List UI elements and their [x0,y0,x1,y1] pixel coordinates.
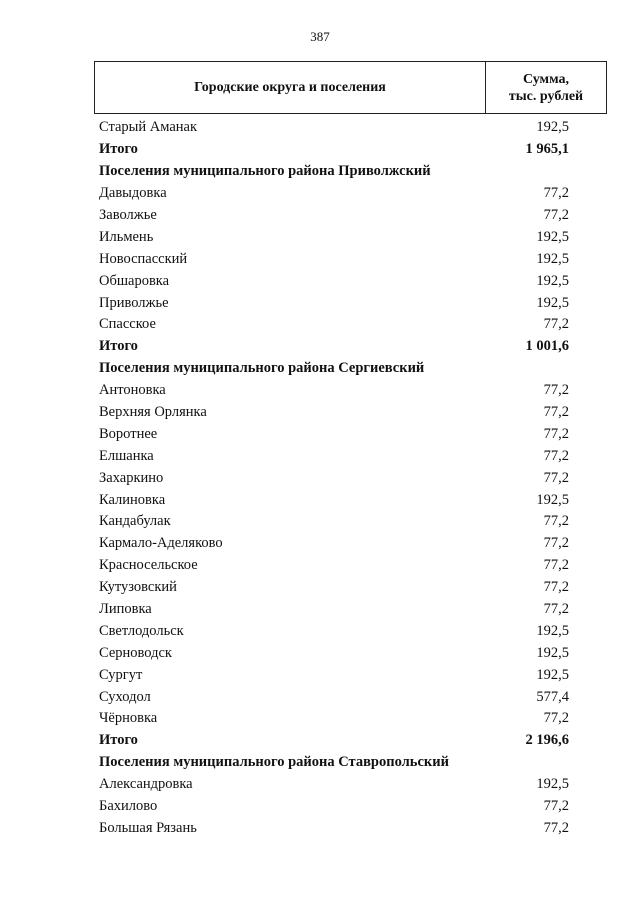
settlement-name: Ильмень [99,228,154,245]
table-row [94,620,607,642]
amount-value: 192,5 [536,119,569,136]
settlement-name: Бахилово [99,798,158,815]
table-row [94,599,607,621]
amount-value: 77,2 [543,447,569,464]
amount-value: 77,2 [543,710,569,727]
table-row [94,533,607,555]
settlement-name: Кутузовский [99,579,177,596]
amount-value: 77,2 [543,557,569,574]
amount-value: 77,2 [543,535,569,552]
settlement-name: Обшаровка [99,272,170,289]
table-row [94,402,607,424]
table-row [94,796,607,818]
table-row [94,686,607,708]
amount-value: 77,2 [543,579,569,596]
settlement-name: Верхняя Орлянка [99,404,207,421]
settlement-name: Серноводск [99,644,172,661]
table-row [94,358,607,380]
settlement-name: Поселения муниципального района Приволжский [99,163,431,180]
settlement-name: Суходол [99,688,151,705]
settlement-name: Заволжье [99,207,157,223]
amount-value: 77,2 [543,185,569,202]
settlement-name: Итого [99,338,138,355]
settlement-name: Чёрновка [99,710,158,727]
amount-value: 577,4 [536,688,569,705]
header-amount-line1: Сумма, [522,71,570,87]
amount-value: 77,2 [543,798,569,815]
table-row [94,752,607,774]
amount-value: 77,2 [543,601,569,618]
settlement-name: Поселения муниципального района Ставропольский [99,754,449,771]
table-row [94,664,607,686]
amount-value: 192,5 [536,491,569,508]
amount-value: 192,5 [536,250,569,267]
amount-value: 77,2 [543,382,569,399]
amount-value: 192,5 [536,294,569,311]
table-row [94,818,607,840]
settlement-name: Калиновка [99,491,166,508]
settlement-name: Сургут [99,666,143,683]
amount-value: 192,5 [536,776,569,793]
settlement-name: Приволжье [99,294,169,311]
amount-value: 77,2 [543,404,569,421]
amount-value: 2 196,6 [525,732,569,749]
settlement-name: Кармало-Аделяково [99,535,223,552]
amount-value: 192,5 [536,228,569,245]
settlement-name: Итого [99,141,138,158]
table-row [94,708,607,730]
table-row [94,248,607,270]
table-row [94,423,607,445]
table-row [94,205,607,227]
settlement-name: Поселения муниципального района Сергиевский [99,360,425,377]
header-amount [485,62,606,113]
settlement-name: Старый Аманак [99,119,198,136]
table-row [94,226,607,248]
settlement-name: Красносельское [99,557,198,574]
settlement-name: Захаркино [99,469,164,486]
table-row [94,117,607,139]
table-row [94,161,607,183]
amount-value: 192,5 [536,272,569,289]
settlement-name: Антоновка [99,382,166,399]
table-row [94,380,607,402]
amount-value: 77,2 [543,513,569,530]
amount-value: 77,2 [543,316,569,333]
table-row [94,183,607,205]
table-row [94,489,607,511]
amount-value: 77,2 [543,469,569,486]
table-row [94,730,607,752]
amount-value: 77,2 [543,207,569,223]
table-row [94,292,607,314]
amount-value: 1 965,1 [525,141,569,158]
table-row [94,642,607,664]
table-row [94,270,607,292]
settlement-name: Елшанка [99,447,154,464]
header-settlements: Городские округа и поселения [194,79,386,95]
amount-value: 192,5 [536,622,569,639]
settlement-name: Воротнее [99,425,158,442]
amount-value: 77,2 [543,425,569,442]
header-amount-line2: тыс. рублей [508,88,584,104]
table-row [94,445,607,467]
amount-value: 1 001,6 [525,338,569,355]
settlement-name: Давыдовка [99,185,167,202]
table-row [94,314,607,336]
table-row [94,336,607,358]
table-row [94,467,607,489]
settlement-name: Спасское [99,316,156,333]
settlement-name: Новоспасский [99,250,188,267]
settlement-name: Кандабулак [99,513,171,530]
amount-value: 192,5 [536,644,569,661]
settlement-name: Светлодольск [99,622,184,639]
table-body [94,117,607,839]
amount-value: 77,2 [543,819,569,836]
table-row [94,139,607,161]
settlement-name: Липовка [99,601,152,618]
settlement-name: Большая Рязань [99,819,197,836]
table-row [94,577,607,599]
table-row [94,774,607,796]
table-header [94,61,607,114]
table-row [94,555,607,577]
page-number: 387 [310,29,330,44]
amount-value: 192,5 [536,666,569,683]
table-row [94,511,607,533]
settlement-name: Александровка [99,776,193,793]
settlement-name: Итого [99,732,138,749]
